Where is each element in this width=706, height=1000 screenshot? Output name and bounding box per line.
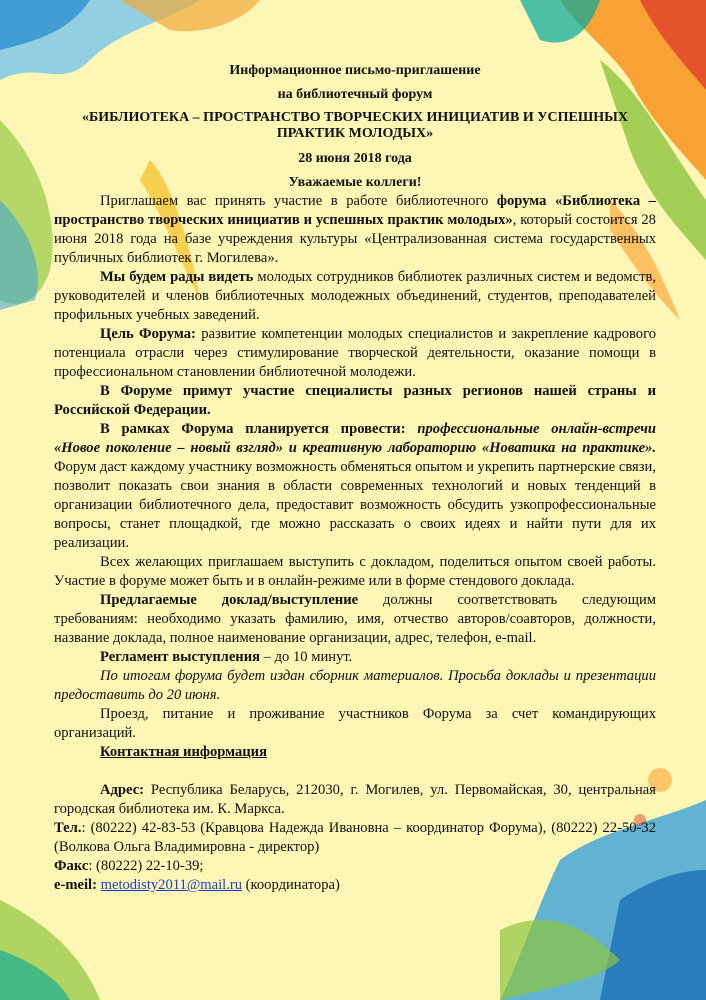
bold-text: В Форуме примут участие специалисты разных регионов нашей страны и Российской Федерации. bbox=[54, 383, 656, 418]
text: Форум даст каждому участнику возможность обменяться опытом и укрепить партнерские связи, позволит показать свои знания в области современных технологий и новых тенденций в организации библиотечного дела, предоставит возможность обсудить узкопрофессиональные вопросы, станет площадкой, где можно рассказать о своих идеях и найти пути для их реализации. bbox=[54, 459, 656, 551]
paragraph-requirements bbox=[54, 591, 656, 648]
contact-email bbox=[54, 876, 656, 895]
value: (координатора) bbox=[242, 877, 340, 893]
forum-name: форума «Библиотека – пространство творческих инициатив и успешных практик молодых» bbox=[54, 193, 656, 228]
contacts-heading bbox=[54, 743, 656, 762]
heading: Контактная информация bbox=[100, 744, 267, 760]
forum-date: 28 июня 2018 года bbox=[298, 151, 412, 166]
letter-content bbox=[54, 62, 656, 895]
bold-lead: Предлагаемые доклад/выступление bbox=[100, 592, 359, 608]
paragraph-audience bbox=[54, 268, 656, 325]
label: Факс bbox=[54, 858, 89, 874]
header-line-2: на библиотечный форум bbox=[277, 87, 433, 102]
paragraph-invitation bbox=[54, 192, 656, 268]
text: Всех желающих приглашаем выступить с докладом, поделиться опытом своей работы. Участие в форуме может быть и в онлайн-режиме или в форме стендового доклада. bbox=[54, 554, 656, 589]
paragraph-program bbox=[54, 420, 656, 553]
greeting: Уважаемые коллеги! bbox=[288, 175, 422, 190]
contact-fax bbox=[54, 857, 656, 876]
bold-lead: Регламент выступления bbox=[100, 649, 261, 665]
text: молодых сотрудников библиотек различных систем и ведомств, руководителей и членов библиотечных молодежных объединений, студентов, преподавателей профильных учебных заведений. bbox=[54, 269, 656, 323]
text: развитие компетенции молодых специалистов и закрепление кадрового потенциала отрасли через стимулирование творческой деятельности, оказание помощи в профессиональном становлении библиотечной молодежи. bbox=[54, 326, 656, 380]
italic-text: По итогам форума будет издан сборник материалов. Просьба доклады и презентации предоставить до 20 июня. bbox=[54, 668, 656, 703]
forum-title: «БИБЛИОТЕКА – ПРОСТРАНСТВО ТВОРЧЕСКИХ ИНИЦИАТИВ И УСПЕШНЫХ ПРАКТИК МОЛОДЫХ» bbox=[81, 110, 628, 141]
value: Республика Беларусь, 212030, г. Могилев, ул. Первомайская, 30, центральная городская библиотека им. К. Маркса. bbox=[54, 782, 656, 817]
spacer bbox=[54, 762, 656, 781]
bold-lead: Мы будем рады видеть bbox=[100, 269, 254, 285]
email-link[interactable]: metodisty2011@mail.ru bbox=[100, 877, 243, 893]
value: : (80222) 42-83-53 (Кравцова Надежда Ивановна – координатор Форума), (80222) 22-50-32 (Волкова Ольга Владимировна - директор) bbox=[54, 820, 656, 855]
paragraph-proceedings bbox=[54, 667, 656, 705]
text: , который состоится 28 июня 2018 года на базе учреждения культуры «Централизованная система государственных публичных библиотек г. Могилева». bbox=[54, 212, 656, 266]
label: e-meil: bbox=[54, 877, 97, 893]
text: Проезд, питание и проживание участников Форума за счет командирующих организаций. bbox=[54, 706, 656, 741]
bold-lead: В рамках Форума планируется провести: bbox=[100, 421, 418, 437]
text: должны соответствовать следующим требованиям: необходимо указать фамилию, имя, отчество авторов/соавторов, должности, название доклада, полное наименование организации, адрес, телефон, e-mail. bbox=[54, 592, 656, 646]
paragraph-regulation bbox=[54, 648, 656, 667]
text: – до 10 минут. bbox=[260, 649, 353, 665]
text: Приглашаем вас принять участие в работе библиотечного bbox=[100, 193, 497, 209]
contact-phones bbox=[54, 819, 656, 857]
bold-lead: Цель Форума: bbox=[100, 326, 196, 342]
paragraph-call bbox=[54, 553, 656, 591]
paragraph-expenses bbox=[54, 705, 656, 743]
label: Адрес: bbox=[100, 782, 145, 798]
events-list: профессиональные онлайн-встречи «Новое поколение – новый взгляд» и креативную лабораторию «Новатика на практике». bbox=[54, 421, 657, 456]
label: Тел. bbox=[54, 820, 82, 836]
contact-address bbox=[54, 781, 656, 819]
header-line-1: Информационное письмо-приглашение bbox=[229, 63, 481, 78]
value: : (80222) 22-10-39; bbox=[88, 858, 204, 874]
paragraph-goal bbox=[54, 325, 656, 382]
paragraph-participants bbox=[54, 382, 656, 420]
